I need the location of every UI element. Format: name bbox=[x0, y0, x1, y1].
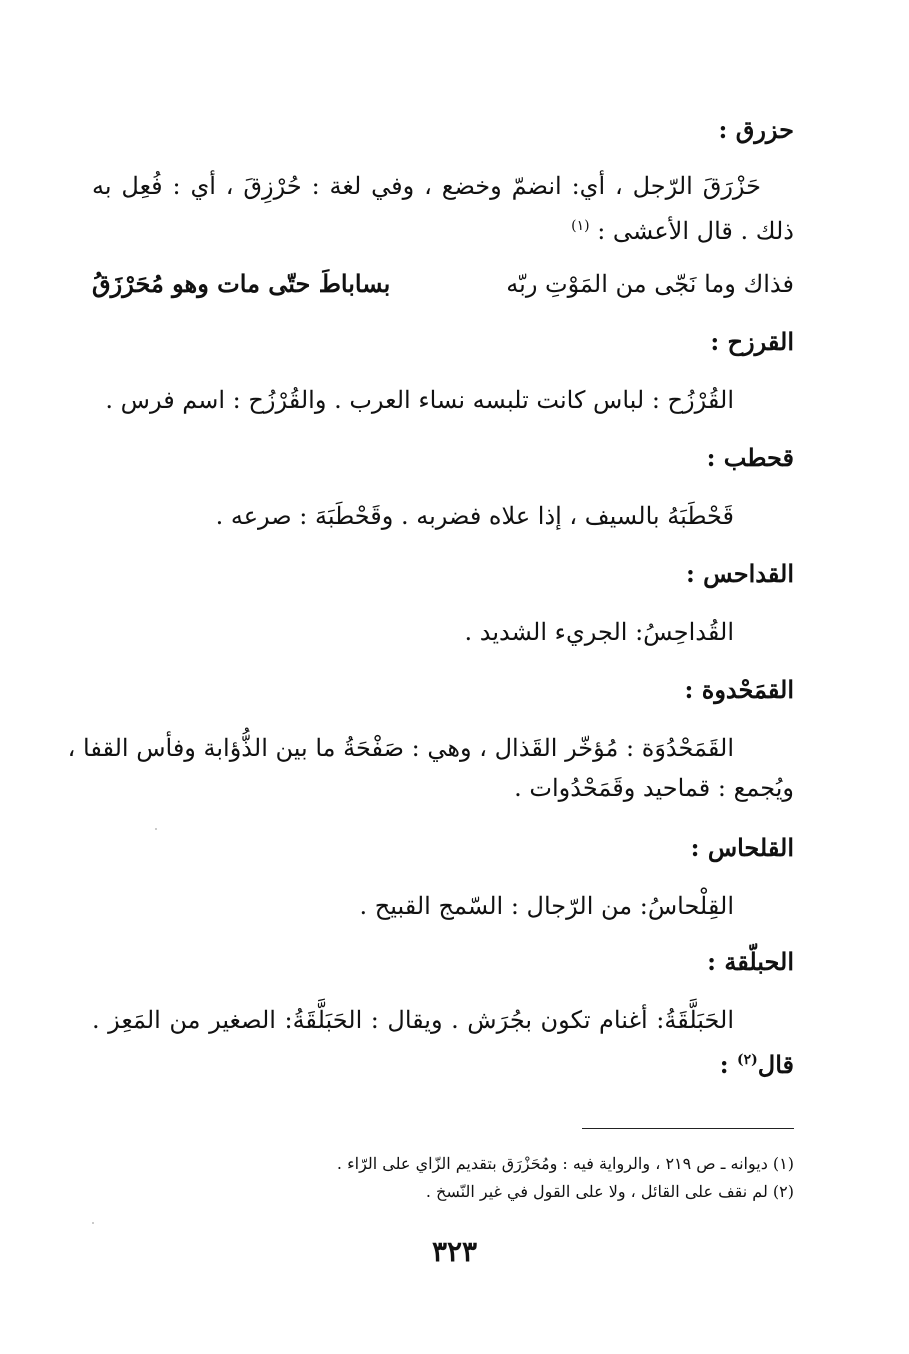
entry-hablaqa-qala: قال bbox=[757, 1050, 794, 1079]
scan-speck bbox=[92, 1222, 94, 1224]
entry-qamahduwa-line2: ويُجمع : قماحيد وقَمَحْدُوات . bbox=[514, 774, 794, 802]
headword-qurzuh: القرزح : bbox=[710, 327, 794, 356]
headword-hablaqa: الحبلّقة : bbox=[707, 947, 794, 976]
verse-first-hemistich: فذاك وما نَجّى من المَوْتِ ربّه bbox=[506, 270, 794, 298]
headword-qilhas: القلحاس : bbox=[690, 833, 794, 862]
entry-hazraq-line2 bbox=[571, 210, 794, 247]
headword-qahtab: قحطب : bbox=[706, 443, 794, 472]
scan-speck bbox=[155, 828, 157, 830]
footnote-ref-1: (١) bbox=[571, 218, 590, 234]
headword-qamahduwa: القمَحْدوة : bbox=[684, 675, 794, 704]
footnote-2: (٢) لم نقف على القائل ، ولا على القول في غير النّسخ . bbox=[425, 1182, 794, 1201]
entry-qudahis-text: القُداحِسُ: الجريء الشديد . bbox=[464, 618, 734, 646]
entry-qamahduwa-line1: القَمَحْدُوَة : مُؤخّر القَذال ، وهي : صَفْحَةُ ما بين الذُّؤابة وفأس القفا ، bbox=[67, 734, 734, 762]
footnote-ref-2: (٢) bbox=[736, 1052, 758, 1068]
footnote-divider bbox=[582, 1128, 794, 1129]
entry-qurzuh-text: القُرْزُح : لباس كانت تلبسه نساء العرب . والقُرْزُح : اسم فرس . bbox=[105, 386, 734, 414]
headword-hazraq: حزرق : bbox=[718, 115, 794, 144]
entry-qahtab-text: قَحْطَبَهُ بالسيف ، إذا علاه فضربه . وقَحْطَبَهَ : صرعه . bbox=[215, 502, 734, 530]
entry-hazraq-line1: حَزْرَقَ الرّجل ، أي: انضمّ وخضع ، وفي لغة : حُرْزِقَ ، أي : فُعِل به bbox=[92, 172, 761, 200]
entry-qilhas-text: القِلْحاسُ: من الرّجال : السّمج القبيح . bbox=[359, 892, 734, 920]
page-number: ٣٢٣ bbox=[431, 1235, 478, 1268]
entry-hablaqa-line2 bbox=[720, 1044, 794, 1081]
entry-hazraq-line2-text: ذلك . قال الأعشى : bbox=[597, 217, 794, 245]
footnote-1: (١) ديوانه ـ ص ٢١٩ ، والرواية فيه : ومُحَزْرَق بتقديم الزّاي على الرّاء . bbox=[336, 1154, 794, 1173]
entry-hablaqa-line1: الحَبَلَّقَةُ: أغنام تكون بجُرَش . ويقال : الحَبَلَّقَةُ: الصغير من المَعِز . bbox=[92, 1006, 734, 1034]
entry-hablaqa-colon: : bbox=[719, 1050, 737, 1079]
verse-second-hemistich: بساباطَ حتّى مات وهو مُحَرْزَقُ bbox=[92, 269, 391, 298]
headword-qudahis: القداحس : bbox=[685, 559, 794, 588]
